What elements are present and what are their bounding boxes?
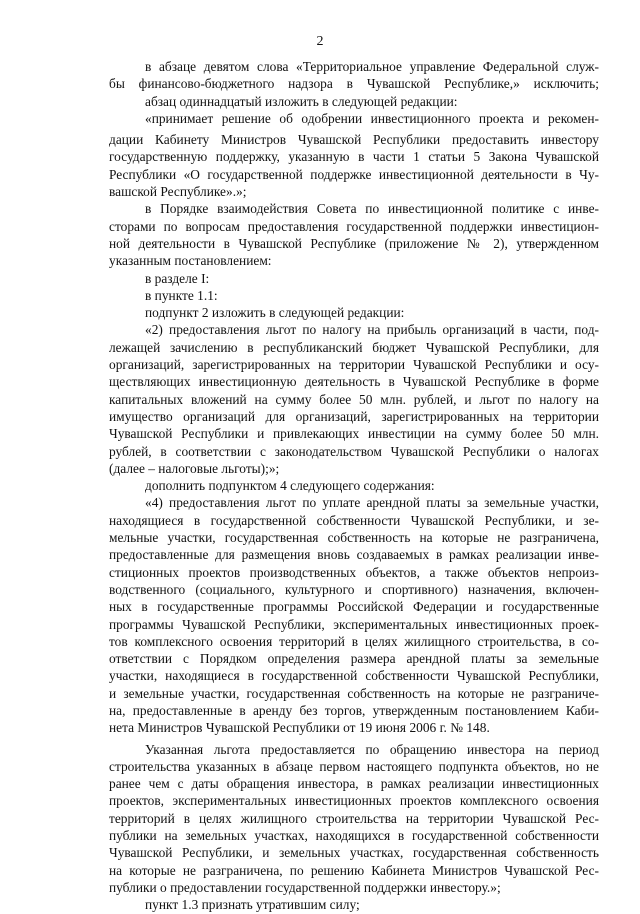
text-line: Чувашской Республики и привлекающих инвестиции на сумму более 50 млн. [109, 426, 599, 442]
text-line: дации Кабинету Министров Чувашской Республики предоставить инвестору [109, 132, 599, 148]
text-line: находящиеся в государственной собственности Чувашской Республики, и зе- [109, 512, 599, 528]
text-line: имущество организаций для организаций, зарегистрированных на территории [109, 408, 599, 424]
text-line: пункт 1.3 признать утратившим силу; [145, 897, 360, 913]
text-line: тов комплексного освоения территорий в целях жилищного строительства, в со- [109, 633, 599, 649]
document-body [109, 58, 599, 914]
text-line: «принимает решение об одобрении инвестиционного проекта и рекомен- [145, 110, 599, 126]
text-line: водственного (социального, культурного и спортивного) назначения, включен- [109, 581, 599, 597]
text-line: ществляющих инвестиционную деятельность в Чувашской Республике в форме [109, 374, 599, 390]
text-line: предоставленные для размещения вновь создаваемых в рамках реализации инве- [109, 547, 599, 563]
text-line: на, предоставленные в аренду без торгов, утвержденным постановлением Каби- [109, 702, 599, 718]
text-line: ной деятельности в Чувашской Республике (приложение № 2), утвержденном [109, 235, 599, 251]
text-line: (далее – налоговые льготы);»; [109, 460, 280, 476]
text-line: абзац одиннадцатый изложить в следующей редакции: [145, 93, 458, 109]
text-line: ответствии с Порядком определения размера арендной платы за земельные [109, 651, 599, 667]
text-line: бы финансово-бюджетного надзора в Чувашской Республике,» исключить; [109, 76, 599, 92]
text-line: территорий в целях жилищного строительства на территории Чувашской Рес- [109, 810, 599, 826]
text-line: подпункт 2 изложить в следующей редакции: [145, 305, 405, 321]
text-line: ранее чем с даты обращения инвестора, в рамках реализации инвестиционных [109, 776, 599, 792]
text-line: ных в государственные программы Российской Федерации и государственные [109, 599, 599, 615]
text-line: на которые не разграничена, по решению Кабинета Министров Чувашской Рес- [109, 862, 599, 878]
text-line: участки, находящиеся в государственной собственности Чувашской Республики, [109, 668, 599, 684]
text-line: вашской Республике».»; [109, 184, 247, 200]
text-line: проектов, экспериментальных инвестиционных проектов комплексного освоения [109, 793, 599, 809]
text-line: в Порядке взаимодействия Совета по инвестиционной политике с инве- [145, 201, 599, 217]
text-line: государственную поддержку, указанную в части 1 статьи 5 Закона Чувашской [109, 149, 599, 165]
text-line: дополнить подпунктом 4 следующего содержания: [145, 478, 435, 494]
text-line: указанным постановлением: [109, 253, 272, 269]
text-line: «2) предоставления льгот по налогу на прибыль организаций в части, под- [145, 322, 599, 338]
text-line: публики о предоставлении государственной поддержки инвестору.»; [109, 879, 501, 895]
text-line: лежащей зачислению в республиканский бюджет Чувашской Республики, для [109, 339, 599, 355]
text-line: в абзаце девятом слова «Территориальное управление Федеральной служ- [145, 59, 599, 74]
text-line: сторами по вопросам предоставления государственной поддержки инвестицион- [109, 218, 599, 234]
text-line: в пункте 1.1: [145, 287, 218, 303]
text-line: и земельные участки, государственная собственность на которые не разграниче- [109, 685, 599, 701]
text-line: мельные участки, государственная собственность на которые не разграничена, [109, 530, 599, 546]
text-line: строительства указанных в абзаце первом настоящего подпункта объектов, но не [109, 758, 599, 774]
page-number: 2 [316, 34, 324, 49]
text-line: публики на земельных участках, находящихся в государственной собственности [109, 828, 599, 844]
text-line: «4) предоставления льгот по уплате арендной платы за земельные участки, [145, 495, 599, 511]
text-line: Республики «О государственной поддержке инвестиционной деятельности в Чу- [109, 166, 599, 182]
text-line: капитальных вложений на сумму более 50 млн. рублей, и льгот по налогу на [109, 391, 599, 407]
text-line: в разделе I: [145, 270, 210, 286]
text-line: Чувашской Республики, и земельных участках, государственная собственность [109, 845, 599, 861]
text-line: рублей, в соответствии с законодательством Чувашской Республики о налогах [109, 443, 599, 459]
text-line: программы Чувашской Республики, экспериментальных инвестиционных проек- [109, 616, 599, 632]
text-line: организаций, зарегистрированных на территории Чувашской Республики и осу- [109, 357, 599, 373]
text-line: Указанная льгота предоставляется по обращению инвестора на период [145, 741, 599, 757]
text-line: нета Министров Чувашской Республики от 19 июня 2006 г. № 148. [109, 720, 490, 736]
text-line: стиционных проектов производственных объектов, а также объектов непроиз- [109, 564, 599, 580]
